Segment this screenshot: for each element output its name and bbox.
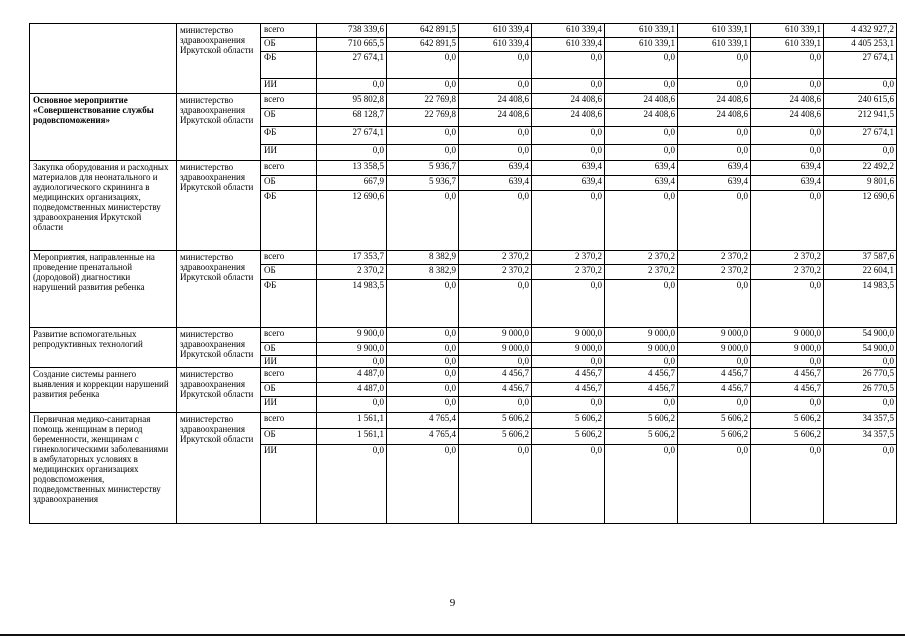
value-cell: 610 339,4 [459, 24, 532, 38]
value-cell: 5 606,2 [605, 429, 678, 445]
total-value-cell: 0,0 [824, 445, 897, 524]
executor-cell: министерство здравоохранения Иркутской области [177, 368, 261, 413]
total-value-cell: 22 492,2 [824, 161, 897, 176]
value-cell: 0,0 [532, 280, 605, 328]
funding-source-cell: ОБ [261, 383, 317, 397]
value-cell: 610 339,1 [751, 24, 824, 38]
value-cell: 0,0 [459, 445, 532, 524]
value-cell: 5 606,2 [605, 413, 678, 429]
value-cell: 0,0 [605, 445, 678, 524]
value-cell: 0,0 [459, 127, 532, 145]
total-value-cell: 37 587,6 [824, 251, 897, 265]
funding-source-cell: ИИ [261, 145, 317, 161]
funding-source-cell: всего [261, 413, 317, 429]
value-cell: 0,0 [605, 397, 678, 413]
value-cell: 5 606,2 [751, 413, 824, 429]
value-cell: 24 408,6 [459, 109, 532, 127]
value-cell: 2 370,2 [678, 265, 751, 280]
value-cell: 1 561,1 [317, 413, 387, 429]
value-cell: 9 000,0 [605, 328, 678, 343]
total-value-cell: 54 900,0 [824, 328, 897, 343]
value-cell: 0,0 [532, 127, 605, 145]
value-cell: 0,0 [751, 191, 824, 251]
value-cell: 639,4 [751, 176, 824, 191]
value-cell: 13 358,5 [317, 161, 387, 176]
total-value-cell: 0,0 [824, 79, 897, 94]
value-cell: 4 456,7 [605, 383, 678, 397]
value-cell: 0,0 [387, 52, 459, 79]
value-cell: 0,0 [317, 145, 387, 161]
funding-source-cell: ФБ [261, 280, 317, 328]
funding-source-cell: ИИ [261, 356, 317, 368]
value-cell: 0,0 [751, 445, 824, 524]
value-cell: 2 370,2 [459, 265, 532, 280]
value-cell: 5 606,2 [459, 413, 532, 429]
total-value-cell: 212 941,5 [824, 109, 897, 127]
value-cell: 0,0 [532, 445, 605, 524]
value-cell: 4 456,7 [751, 383, 824, 397]
value-cell: 0,0 [387, 127, 459, 145]
value-cell: 0,0 [678, 145, 751, 161]
value-cell: 5 606,2 [459, 429, 532, 445]
value-cell: 710 665,5 [317, 38, 387, 52]
value-cell: 0,0 [605, 356, 678, 368]
value-cell: 0,0 [532, 145, 605, 161]
value-cell: 0,0 [605, 280, 678, 328]
value-cell: 610 339,1 [678, 24, 751, 38]
value-cell: 2 370,2 [459, 251, 532, 265]
funding-source-cell: ФБ [261, 191, 317, 251]
measure-cell: Основное мероприятие «Совершенствование службы родовспоможения» [30, 94, 177, 161]
value-cell: 5 606,2 [751, 429, 824, 445]
total-value-cell: 0,0 [824, 356, 897, 368]
value-cell: 610 339,1 [605, 24, 678, 38]
value-cell: 24 408,6 [605, 94, 678, 109]
funding-source-cell: ФБ [261, 127, 317, 145]
value-cell: 0,0 [532, 79, 605, 94]
value-cell: 9 000,0 [459, 328, 532, 343]
value-cell: 0,0 [459, 280, 532, 328]
value-cell: 24 408,6 [532, 109, 605, 127]
table-row [30, 368, 897, 383]
value-cell: 2 370,2 [605, 265, 678, 280]
value-cell: 610 339,1 [605, 38, 678, 52]
value-cell: 0,0 [317, 397, 387, 413]
value-cell: 9 900,0 [317, 328, 387, 343]
table-row [30, 413, 897, 429]
table-row [30, 161, 897, 176]
value-cell: 9 900,0 [317, 343, 387, 356]
table-body [30, 24, 897, 524]
value-cell: 642 891,5 [387, 38, 459, 52]
total-value-cell: 27 674,1 [824, 127, 897, 145]
value-cell: 639,4 [459, 176, 532, 191]
table-row [30, 94, 897, 109]
value-cell: 639,4 [532, 161, 605, 176]
value-cell: 0,0 [751, 52, 824, 79]
value-cell: 8 382,9 [387, 265, 459, 280]
funding-source-cell: ИИ [261, 445, 317, 524]
executor-cell: министерство здравоохранения Иркутской области [177, 251, 261, 328]
value-cell: 5 936,7 [387, 161, 459, 176]
value-cell: 0,0 [532, 191, 605, 251]
total-value-cell: 34 357,5 [824, 413, 897, 429]
value-cell: 0,0 [387, 445, 459, 524]
value-cell: 610 339,4 [532, 24, 605, 38]
value-cell: 4 765,4 [387, 429, 459, 445]
value-cell: 0,0 [605, 145, 678, 161]
total-value-cell: 54 900,0 [824, 343, 897, 356]
value-cell: 4 456,7 [751, 368, 824, 383]
executor-cell: министерство здравоохранения Иркутской области [177, 94, 261, 161]
measure-cell [30, 24, 177, 94]
value-cell: 9 000,0 [532, 328, 605, 343]
bottom-rule [0, 634, 905, 636]
value-cell: 0,0 [387, 79, 459, 94]
table-row [30, 328, 897, 343]
value-cell: 4 456,7 [532, 383, 605, 397]
value-cell: 95 802,8 [317, 94, 387, 109]
value-cell: 0,0 [605, 79, 678, 94]
value-cell: 0,0 [678, 52, 751, 79]
total-value-cell: 4 405 253,1 [824, 38, 897, 52]
page-number: 9 [449, 597, 456, 609]
value-cell: 0,0 [678, 191, 751, 251]
total-value-cell: 0,0 [824, 145, 897, 161]
value-cell: 0,0 [605, 127, 678, 145]
value-cell: 0,0 [387, 145, 459, 161]
funding-source-cell: всего [261, 94, 317, 109]
executor-cell: министерство здравоохранения Иркутской области [177, 161, 261, 251]
value-cell: 2 370,2 [751, 251, 824, 265]
total-value-cell: 0,0 [824, 397, 897, 413]
total-value-cell: 9 801,6 [824, 176, 897, 191]
value-cell: 610 339,1 [751, 38, 824, 52]
total-value-cell: 240 615,6 [824, 94, 897, 109]
value-cell: 4 456,7 [678, 368, 751, 383]
measure-cell: Создание системы раннего выявления и коррекции нарушений развития ребенка [30, 368, 177, 413]
measure-cell: Первичная медико-санитарная помощь женщинам в период беременности, женщинам с гинекологическими заболеваниями в амбулаторных условиях в медицинских организациях родовспоможения, подведомственных министерству здравоохранения [30, 413, 177, 524]
funding-source-cell: ОБ [261, 38, 317, 52]
value-cell: 0,0 [678, 397, 751, 413]
value-cell: 24 408,6 [605, 109, 678, 127]
value-cell: 2 370,2 [532, 265, 605, 280]
value-cell: 4 765,4 [387, 413, 459, 429]
value-cell: 27 674,1 [317, 127, 387, 145]
value-cell: 24 408,6 [678, 109, 751, 127]
value-cell: 5 606,2 [532, 429, 605, 445]
value-cell: 0,0 [532, 356, 605, 368]
value-cell: 4 456,7 [532, 368, 605, 383]
funding-source-cell: ОБ [261, 176, 317, 191]
value-cell: 0,0 [459, 52, 532, 79]
value-cell: 9 000,0 [751, 328, 824, 343]
value-cell: 0,0 [387, 328, 459, 343]
value-cell: 0,0 [751, 127, 824, 145]
value-cell: 5 606,2 [678, 413, 751, 429]
total-value-cell: 22 604,1 [824, 265, 897, 280]
funding-source-cell: всего [261, 328, 317, 343]
value-cell: 0,0 [751, 280, 824, 328]
value-cell: 9 000,0 [751, 343, 824, 356]
funding-source-cell: всего [261, 24, 317, 38]
value-cell: 14 983,5 [317, 280, 387, 328]
value-cell: 9 000,0 [678, 328, 751, 343]
value-cell: 4 456,7 [459, 368, 532, 383]
total-value-cell: 27 674,1 [824, 52, 897, 79]
value-cell: 0,0 [387, 280, 459, 328]
value-cell: 639,4 [605, 161, 678, 176]
funding-source-cell: ОБ [261, 265, 317, 280]
value-cell: 0,0 [605, 52, 678, 79]
value-cell: 639,4 [751, 161, 824, 176]
total-value-cell: 34 357,5 [824, 429, 897, 445]
value-cell: 0,0 [459, 356, 532, 368]
table-row [30, 24, 897, 38]
value-cell: 0,0 [459, 191, 532, 251]
value-cell: 2 370,2 [751, 265, 824, 280]
value-cell: 4 456,7 [605, 368, 678, 383]
funding-source-cell: ОБ [261, 109, 317, 127]
value-cell: 0,0 [459, 145, 532, 161]
value-cell: 24 408,6 [678, 94, 751, 109]
value-cell: 0,0 [387, 368, 459, 383]
value-cell: 0,0 [678, 280, 751, 328]
value-cell: 0,0 [751, 397, 824, 413]
value-cell: 0,0 [532, 52, 605, 79]
value-cell: 0,0 [605, 191, 678, 251]
value-cell: 0,0 [678, 445, 751, 524]
value-cell: 9 000,0 [459, 343, 532, 356]
value-cell: 4 487,0 [317, 383, 387, 397]
value-cell: 5 606,2 [532, 413, 605, 429]
measure-cell: Мероприятия, направленные на проведение пренатальной (дородовой) диагностики нарушений развития ребенка [30, 251, 177, 328]
value-cell: 22 769,8 [387, 94, 459, 109]
value-cell: 0,0 [532, 397, 605, 413]
value-cell: 27 674,1 [317, 52, 387, 79]
value-cell: 639,4 [459, 161, 532, 176]
budget-table [29, 23, 897, 524]
value-cell: 0,0 [751, 79, 824, 94]
value-cell: 639,4 [678, 161, 751, 176]
executor-cell: министерство здравоохранения Иркутской области [177, 413, 261, 524]
measure-cell: Развитие вспомогательных репродуктивных технологий [30, 328, 177, 368]
value-cell: 639,4 [678, 176, 751, 191]
funding-source-cell: всего [261, 368, 317, 383]
total-value-cell: 12 690,6 [824, 191, 897, 251]
value-cell: 4 456,7 [678, 383, 751, 397]
value-cell: 610 339,4 [459, 38, 532, 52]
value-cell: 0,0 [459, 397, 532, 413]
funding-source-cell: ИИ [261, 397, 317, 413]
value-cell: 4 487,0 [317, 368, 387, 383]
value-cell: 0,0 [678, 356, 751, 368]
value-cell: 9 000,0 [678, 343, 751, 356]
value-cell: 4 456,7 [459, 383, 532, 397]
value-cell: 1 561,1 [317, 429, 387, 445]
funding-source-cell: ОБ [261, 343, 317, 356]
total-value-cell: 26 770,5 [824, 383, 897, 397]
value-cell: 2 370,2 [678, 251, 751, 265]
value-cell: 9 000,0 [532, 343, 605, 356]
value-cell: 0,0 [751, 356, 824, 368]
value-cell: 0,0 [387, 383, 459, 397]
value-cell: 12 690,6 [317, 191, 387, 251]
total-value-cell: 26 770,5 [824, 368, 897, 383]
value-cell: 24 408,6 [751, 94, 824, 109]
funding-source-cell: ОБ [261, 429, 317, 445]
funding-source-cell: ФБ [261, 52, 317, 79]
funding-source-cell: всего [261, 161, 317, 176]
value-cell: 9 000,0 [605, 343, 678, 356]
measure-cell: Закупка оборудования и расходных материалов для неонатального и аудиологического скрининга в медицинских организациях, подведомственных министерству здравоохранения Иркутской области [30, 161, 177, 251]
value-cell: 0,0 [387, 343, 459, 356]
value-cell: 24 408,6 [751, 109, 824, 127]
total-value-cell: 4 432 927,2 [824, 24, 897, 38]
value-cell: 639,4 [532, 176, 605, 191]
value-cell: 68 128,7 [317, 109, 387, 127]
value-cell: 0,0 [751, 145, 824, 161]
value-cell: 24 408,6 [532, 94, 605, 109]
total-value-cell: 14 983,5 [824, 280, 897, 328]
value-cell: 2 370,2 [317, 265, 387, 280]
value-cell: 610 339,1 [678, 38, 751, 52]
value-cell: 5 606,2 [678, 429, 751, 445]
value-cell: 0,0 [678, 79, 751, 94]
value-cell: 5 936,7 [387, 176, 459, 191]
table-row [30, 251, 897, 265]
value-cell: 0,0 [317, 356, 387, 368]
value-cell: 22 769,8 [387, 109, 459, 127]
value-cell: 667,9 [317, 176, 387, 191]
value-cell: 610 339,4 [532, 38, 605, 52]
value-cell: 642 891,5 [387, 24, 459, 38]
value-cell: 738 339,6 [317, 24, 387, 38]
value-cell: 0,0 [387, 356, 459, 368]
value-cell: 24 408,6 [459, 94, 532, 109]
value-cell: 0,0 [678, 127, 751, 145]
value-cell: 2 370,2 [605, 251, 678, 265]
executor-cell: министерство здравоохранения Иркутской области [177, 24, 261, 94]
value-cell: 0,0 [317, 79, 387, 94]
executor-cell: министерство здравоохранения Иркутской области [177, 328, 261, 368]
value-cell: 0,0 [387, 397, 459, 413]
value-cell: 0,0 [317, 445, 387, 524]
funding-source-cell: ИИ [261, 79, 317, 94]
value-cell: 2 370,2 [532, 251, 605, 265]
value-cell: 8 382,9 [387, 251, 459, 265]
value-cell: 17 353,7 [317, 251, 387, 265]
value-cell: 639,4 [605, 176, 678, 191]
funding-source-cell: всего [261, 251, 317, 265]
value-cell: 0,0 [459, 79, 532, 94]
value-cell: 0,0 [387, 191, 459, 251]
